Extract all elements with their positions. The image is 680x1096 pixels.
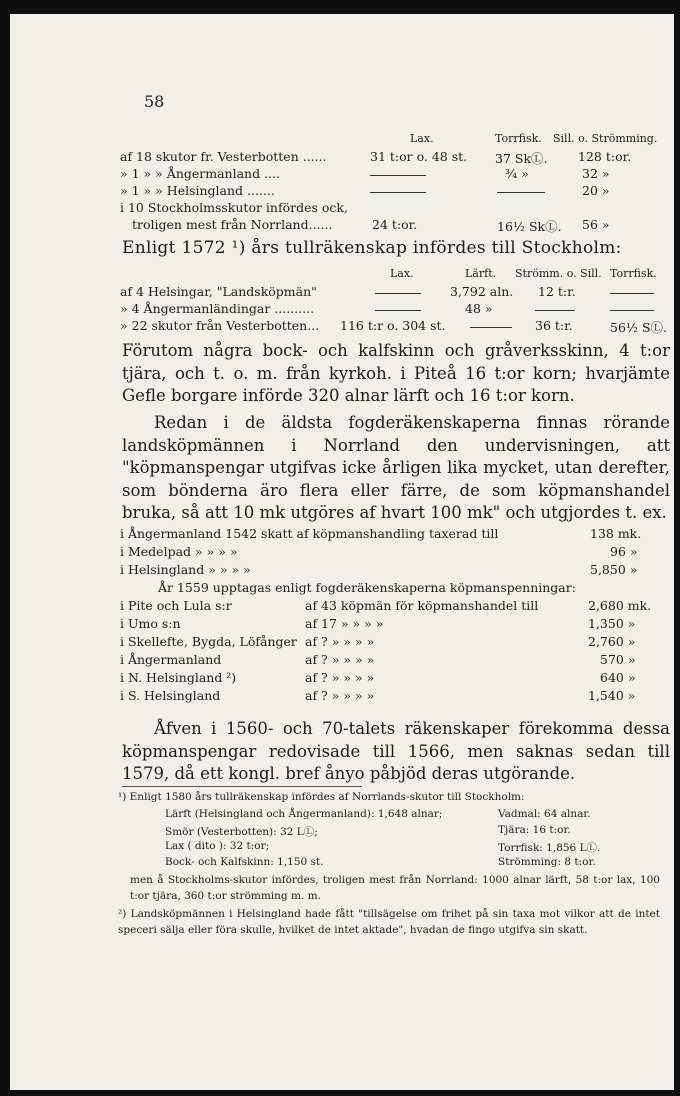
col-header-torrfisk: Torrfisk. — [610, 267, 657, 280]
table-row-label: i 10 Stockholmsskutor infördes ock, — [120, 200, 348, 215]
footnote-row-right: Tjära: 16 t:or. — [498, 824, 571, 836]
table-cell-amount: 2,760 » — [588, 634, 636, 649]
table-row-place: i N. Helsingland ²) — [120, 670, 237, 685]
table-row-merchants: af 17 » » » » — [305, 616, 384, 631]
table-row-label: af 18 skutor fr. Vesterbotten ...... — [120, 149, 327, 164]
footnote-row-right: Torrfisk: 1,856 LⓁ. — [498, 842, 601, 854]
footnote-rule — [122, 786, 362, 787]
table-cell-larft: 3,792 aln. — [450, 284, 514, 299]
dash-line — [370, 175, 426, 176]
section-heading: Enligt 1572 ¹) års tullräkenskap infördes till Stockholm: — [122, 238, 622, 258]
dash-line — [375, 293, 421, 294]
paragraph-3: Åfven i 1560- och 70-talets räkenskaper förekomma dessa köpmanspengar redovisade till 1566, men saknas sedan till 1579, då ett kongl. bref ånyo påbjöd deras utgörande. — [122, 719, 670, 783]
table-cell-amount: 570 » — [600, 652, 636, 667]
dash-line — [470, 327, 512, 328]
table-row-label: i Helsingland » » » » — [120, 562, 251, 577]
footnote-row-left: Lax ( dito ): 32 t:or; — [165, 840, 270, 852]
table-row-label: » 22 skutor från Vesterbotten... — [120, 318, 320, 333]
table-cell-amount: 1,540 » — [588, 688, 636, 703]
footnote-2: ²) Landsköpmännen i Helsingland hade fått "tillsägelse om frihet på sin taxa mot vilkor att de intet speceri sälja eller föra skulle, hvilket de intet aktade", hvadan de fingo utgifva sin skatt. — [118, 908, 660, 936]
table-row-place: i S. Helsingland — [120, 688, 221, 703]
dash-line — [535, 310, 575, 311]
col-header-stromm: Strömm. o. Sill. — [515, 267, 602, 280]
table-cell-lax: 24 t:or. — [372, 217, 418, 232]
page-number: 58 — [144, 92, 165, 111]
table-row-place: i Ångermanland — [120, 652, 222, 667]
paragraph-1: Förutom några bock- och kalfskinn och gråverksskinn, 4 t:or tjära, och t. o. m. från kyrkoh. i Piteå 16 t:or korn; hvarjämte Gefle borgare införde 320 alnar lärft och 16 t:or korn. — [122, 341, 670, 405]
footnote-outro: men å Stockholms-skutor infördes, troligen mest från Norrland: 1000 alnar lärft, 58 t:or lax, 100 t:or tjära, 360 t:or strömming m. m. — [130, 874, 660, 902]
table-row-label: » 4 Ångermanländingar .......... — [120, 301, 315, 316]
footnote-row-right: Strömming: 8 t:or. — [498, 856, 596, 868]
table-cell-sill: 56 » — [582, 217, 610, 232]
col-header-sill: Sill. o. Strömming. — [553, 132, 658, 145]
col-header-lax: Lax. — [410, 132, 434, 145]
dash-line — [497, 192, 545, 193]
footnote-intro: ¹) Enligt 1580 års tullräkenskap infördes af Norrlands-skutor till Stockholm: — [118, 791, 525, 803]
table-cell-torrfisk: 16½ SkⓁ. — [497, 219, 562, 234]
table-cell-amount: 2,680 mk. — [588, 598, 652, 613]
col-header-lax: Lax. — [390, 267, 414, 280]
table-cell-sill: 128 t:or. — [578, 149, 632, 164]
table-cell-sill: 20 » — [582, 183, 610, 198]
table-row-label: i Ångermanland 1542 skatt af köpmanshandling taxerad till — [120, 526, 499, 541]
table-cell-amount: 1,350 » — [588, 616, 636, 631]
dash-line — [610, 310, 654, 311]
col-header-larft: Lärft. — [465, 267, 497, 280]
table-cell-sill: 32 » — [582, 166, 610, 181]
table-row-label: i Medelpad » » » » — [120, 544, 238, 559]
table-row-label: troligen mest från Norrland...... — [132, 217, 333, 232]
table-row-place: i Skellefte, Bygda, Löfånger — [120, 634, 297, 649]
footnote-row-left: Lärft (Helsingland och Ångermanland): 1,648 alnar; — [165, 808, 443, 820]
table-intro: År 1559 upptagas enligt fogderäkenskaperna köpmanspenningar: — [158, 580, 576, 595]
table-row-place: i Umo s:n — [120, 616, 181, 631]
table-cell-amount: 640 » — [600, 670, 636, 685]
table-row-merchants: af 43 köpmän för köpmanshandel till — [305, 598, 539, 613]
table-cell-torrfisk: 56½ SⓁ. — [610, 320, 668, 335]
dash-line — [610, 293, 654, 294]
table-cell-lax: 116 t:r o. 304 st. — [340, 318, 446, 333]
footnote-row-left: Smör (Vesterbotten): 32 LⓁ; — [165, 826, 318, 838]
table-row-merchants: af ? » » » » — [305, 688, 375, 703]
table-row-merchants: af ? » » » » — [305, 652, 375, 667]
table-cell-amount: 5,850 » — [590, 562, 638, 577]
book-page — [10, 14, 674, 1090]
table-row-merchants: af ? » » » » — [305, 634, 375, 649]
table-cell-amount: 138 mk. — [590, 526, 642, 541]
footnote-row-left: Bock- och Kalfskinn: 1,150 st. — [165, 856, 324, 868]
table-row-place: i Pite och Lula s:r — [120, 598, 232, 613]
table-row-label: » 1 » » Helsingland ....... — [120, 183, 275, 198]
col-header-torrfisk: Torrfisk. — [495, 132, 542, 145]
table-cell-lax: 31 t:or o. 48 st. — [370, 149, 468, 164]
table-cell-torrfisk: ¾ » — [505, 166, 529, 181]
table-cell-stromm: 12 t:r. — [538, 284, 576, 299]
dash-line — [375, 310, 421, 311]
table-row-label: » 1 » » Ångermanland .... — [120, 166, 280, 181]
table-cell-stromm: 36 t:r. — [535, 318, 573, 333]
dash-line — [370, 192, 426, 193]
table-cell-larft: 48 » — [465, 301, 493, 316]
paragraph-2: Redan i de äldsta fogderäkenskaperna finnas rörande landsköpmännen i Norrland den undervisningen, att "köpmanspengar utgifvas icke årligen lika mycket, utan derefter, som bönderna äro flera eller färre, de som köpmanshandel bruka, så att 10 mk utgöres af hvart 100 mk" och utgjordes t. ex. — [122, 413, 670, 522]
table-cell-amount: 96 » — [610, 544, 638, 559]
table-cell-torrfisk: 37 SkⓁ. — [495, 151, 548, 166]
footnote-row-right: Vadmal: 64 alnar. — [498, 808, 591, 820]
table-row-merchants: af ? » » » » — [305, 670, 375, 685]
table-row-label: af 4 Helsingar, "Landsköpmän" — [120, 284, 317, 299]
